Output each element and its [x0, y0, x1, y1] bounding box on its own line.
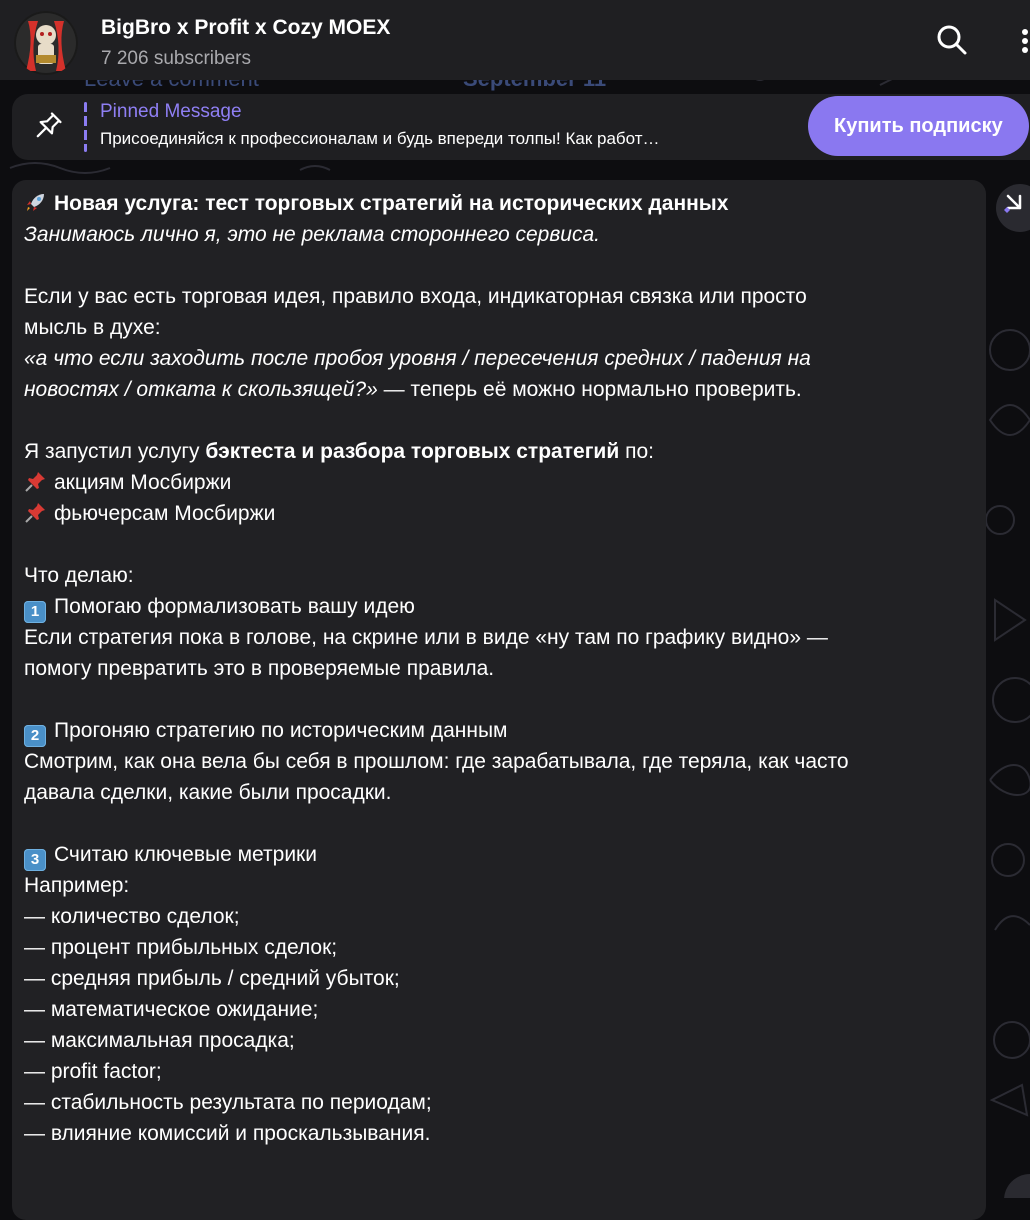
step2-text-1: Смотрим, как она вела бы себя в прошлом: где зарабатывала, где теряла, как часто: [24, 750, 849, 773]
keycap-two-icon: 2: [24, 725, 46, 747]
keycap-three-icon: 3: [24, 849, 46, 871]
message-text: [24, 188, 984, 1149]
market-item-stocks: акциям Мосбиржи: [54, 471, 232, 494]
launch-bold: бэктеста и разбора торговых стратегий: [205, 440, 620, 463]
intro-line-1: Если у вас есть торговая идея, правило входа, индикаторная связка или просто: [24, 285, 807, 308]
chat-header: [0, 0, 1030, 80]
more-vertical-icon[interactable]: [1000, 20, 1030, 60]
quote-line-1: «а что если заходить после пробоя уровня / пересечения средних / падения на: [24, 347, 811, 370]
keycap-one-icon: 1: [24, 601, 46, 623]
metric-item: — средняя прибыль / средний убыток;: [24, 967, 400, 990]
pinned-message-bar[interactable]: [12, 94, 1030, 160]
pinned-text: Присоединяйся к профессионалам и будь впереди толпы! Как работ…: [100, 129, 660, 148]
step2-title: Прогоняю стратегию по историческим данным: [54, 719, 508, 742]
subscriber-count: 7 206 subscribers: [101, 48, 251, 69]
intro-line-2: мысль в духе:: [24, 316, 161, 339]
pinned-label: Pinned Message: [100, 101, 242, 122]
step3-intro: Например:: [24, 874, 130, 897]
jump-to-mention-button[interactable]: [996, 184, 1030, 232]
market-item-futures: фьючерсам Мосбиржи: [54, 502, 276, 525]
search-icon[interactable]: [932, 20, 972, 60]
step3-title: Считаю ключевые метрики: [54, 843, 317, 866]
quote-line-2: новостях / отката к скользящей?»: [24, 378, 378, 401]
pushpin-icon: [24, 469, 48, 493]
launch-suffix: по:: [619, 440, 654, 463]
metric-item: — стабильность результата по периодам;: [24, 1091, 432, 1114]
launch-prefix: Я запустил услугу: [24, 440, 206, 463]
pin-icon[interactable]: [28, 108, 66, 146]
quote-tail: — теперь её можно нормально проверить.: [377, 378, 802, 401]
message-bubble: [12, 180, 986, 1220]
metric-item: — математическое ожидание;: [24, 998, 319, 1021]
channel-avatar[interactable]: [14, 11, 78, 75]
what-i-do-heading: Что делаю:: [24, 564, 134, 587]
step1-title: Помогаю формализовать вашу идею: [54, 595, 415, 618]
metric-item: — процент прибыльных сделок;: [24, 936, 338, 959]
message-title: Новая услуга: тест торговых стратегий на исторических данных: [54, 192, 729, 215]
metric-item: — количество сделок;: [24, 905, 240, 928]
buy-subscription-button[interactable]: Купить подписку: [808, 96, 1029, 156]
message-title-line: [24, 188, 984, 219]
metric-item: — profit factor;: [24, 1060, 162, 1083]
rocket-icon: [24, 190, 48, 214]
step1-text-1: Если стратегия пока в голове, на скрине или в виде «ну там по графику видно» —: [24, 626, 828, 649]
channel-title[interactable]: BigBro x Profit x Cozy MOEX: [101, 16, 391, 39]
metric-item: — максимальная просадка;: [24, 1029, 295, 1052]
step2-text-2: давала сделки, какие были просадки.: [24, 781, 392, 804]
message-subtitle: Занимаюсь лично я, это не реклама стороннего сервиса.: [24, 223, 601, 246]
pinned-indicator: [84, 102, 87, 152]
scroll-corner-decoration: [988, 1158, 1030, 1198]
metric-item: — влияние комиссий и проскальзывания.: [24, 1122, 431, 1145]
step1-text-2: помогу превратить это в проверяемые правила.: [24, 657, 495, 680]
pushpin-icon: [24, 500, 48, 524]
